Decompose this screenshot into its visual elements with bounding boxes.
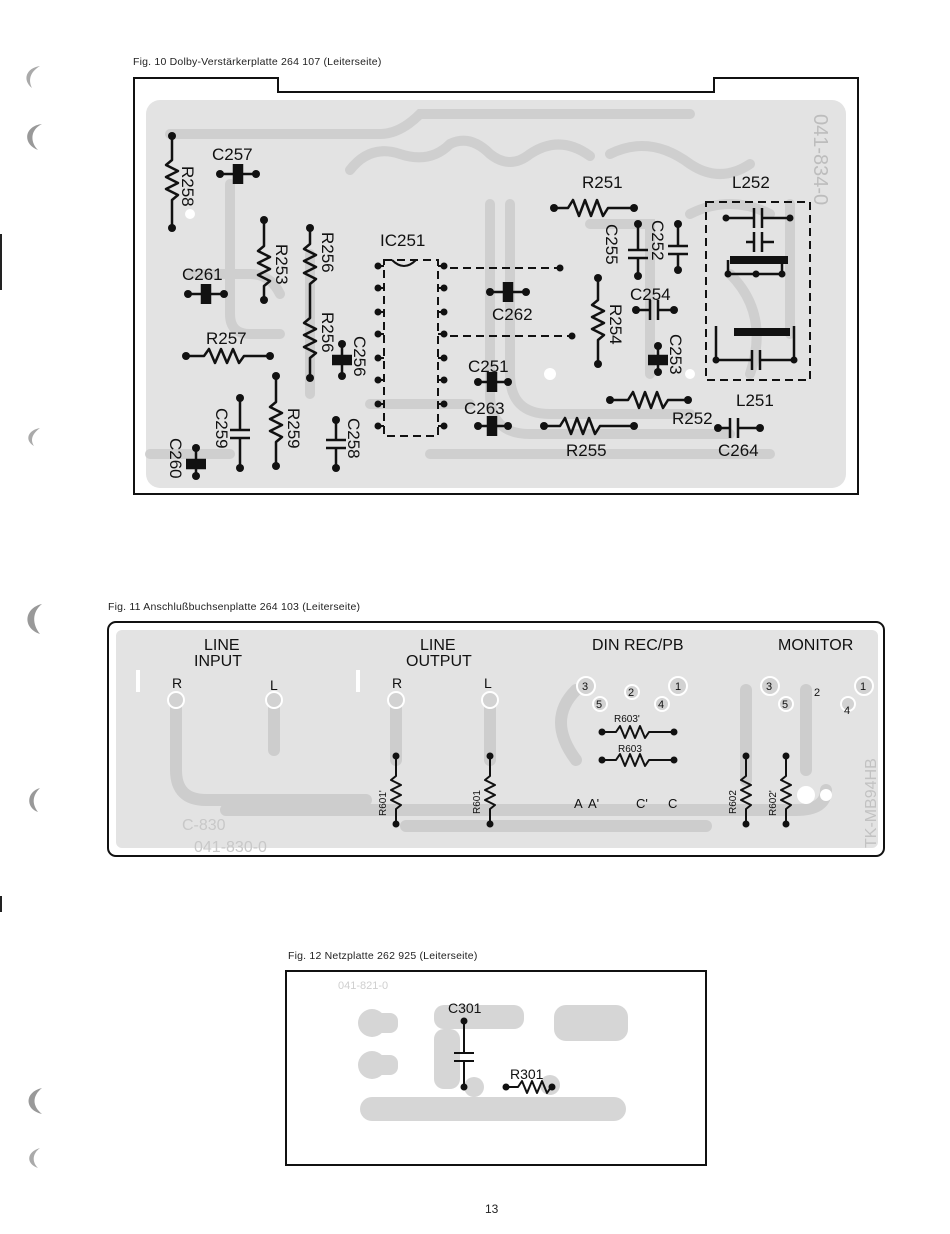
label-mon-3: 3 (766, 681, 773, 693)
label-c253: C253 (666, 334, 685, 375)
label-r301: R301 (510, 1066, 544, 1082)
punch-hole-mark (18, 122, 48, 148)
fig11-board-code: 041-830-0 (194, 839, 267, 856)
label-mon-2: 2 (814, 687, 821, 699)
label-line-input-1: LINE (204, 637, 240, 654)
punch-hole-mark (18, 1086, 48, 1112)
label-r259: R259 (284, 408, 303, 449)
label-c301: C301 (448, 1000, 482, 1016)
label-a: A (574, 796, 583, 811)
fig10-board-code: 041-834-0 (809, 114, 831, 206)
label-ap: A' (588, 796, 600, 811)
punch-hole-mark (18, 1146, 48, 1172)
label-din-1: 1 (675, 681, 682, 693)
fig12-board-code: 041-821-0 (338, 980, 389, 992)
label-r256a: R256 (318, 232, 337, 273)
fig11-board-code-short: C-830 (182, 817, 226, 834)
label-c254: C254 (630, 285, 671, 304)
label-din-rec-pb: DIN REC/PB (592, 637, 684, 654)
fig10-dolby-board (130, 74, 864, 498)
label-l251: L251 (736, 391, 774, 410)
punch-hole-mark (18, 602, 48, 628)
punch-hole-mark (18, 786, 48, 812)
punch-hole-mark (18, 424, 48, 450)
edge-mark (0, 896, 2, 912)
label-monitor: MONITOR (778, 637, 854, 654)
fig12-power-board (284, 969, 708, 1167)
fig11-side-code: TK-MB94HB (863, 758, 880, 848)
label-line-output-2: OUTPUT (406, 653, 472, 670)
label-c262: C262 (492, 305, 533, 324)
label-r601p: R601' (378, 790, 389, 816)
label-cp: C' (636, 796, 648, 811)
label-c258: C258 (344, 418, 363, 459)
label-r255: R255 (566, 441, 607, 460)
fig11-connector-board (106, 620, 886, 860)
label-c: C (668, 796, 678, 811)
label-r252: R252 (672, 409, 713, 428)
fig10-caption: Fig. 10 Dolby-Verstärkerplatte 264 107 (Leiterseite) (133, 56, 382, 68)
label-c257: C257 (212, 145, 253, 164)
label-c260: C260 (166, 438, 185, 479)
label-din-5: 5 (596, 699, 603, 711)
page-number: 13 (485, 1202, 499, 1216)
label-ic251: IC251 (380, 231, 426, 250)
label-in-r: R (172, 675, 183, 691)
edge-mark (0, 234, 2, 290)
label-l252: L252 (732, 173, 770, 192)
label-mon-1: 1 (860, 681, 867, 693)
label-r251: R251 (582, 173, 623, 192)
label-r254: R254 (606, 304, 625, 345)
label-r601: R601 (472, 790, 483, 814)
label-c259: C259 (212, 408, 231, 449)
label-r258: R258 (178, 166, 197, 207)
label-r602p: R602' (768, 790, 779, 816)
label-din-4: 4 (658, 699, 665, 711)
label-out-r: R (392, 675, 403, 691)
label-r603: R603 (618, 744, 642, 755)
label-c264: C264 (718, 441, 759, 460)
label-din-2: 2 (628, 687, 635, 699)
label-line-input-2: INPUT (194, 653, 242, 670)
punch-hole-mark (18, 64, 48, 90)
label-r257: R257 (206, 329, 247, 348)
label-out-l: L (484, 675, 492, 691)
label-r602: R602 (728, 790, 739, 814)
label-c251: C251 (468, 357, 509, 376)
label-mon-5: 5 (782, 699, 789, 711)
label-c261: C261 (182, 265, 223, 284)
label-r253: R253 (272, 244, 291, 285)
label-mon-4: 4 (844, 705, 851, 717)
label-line-output-1: LINE (420, 637, 456, 654)
label-c256: C256 (350, 336, 369, 377)
label-r603p: R603' (614, 714, 640, 725)
label-din-3: 3 (582, 681, 589, 693)
label-c252: C252 (648, 220, 667, 261)
fig11-caption: Fig. 11 Anschlußbuchsenplatte 264 103 (Leiterseite) (108, 601, 361, 613)
fig12-caption: Fig. 12 Netzplatte 262 925 (Leiterseite) (288, 950, 478, 962)
label-r256b: R256 (318, 312, 337, 353)
label-c255: C255 (602, 224, 621, 265)
label-c263: C263 (464, 399, 505, 418)
label-in-l: L (270, 677, 278, 693)
